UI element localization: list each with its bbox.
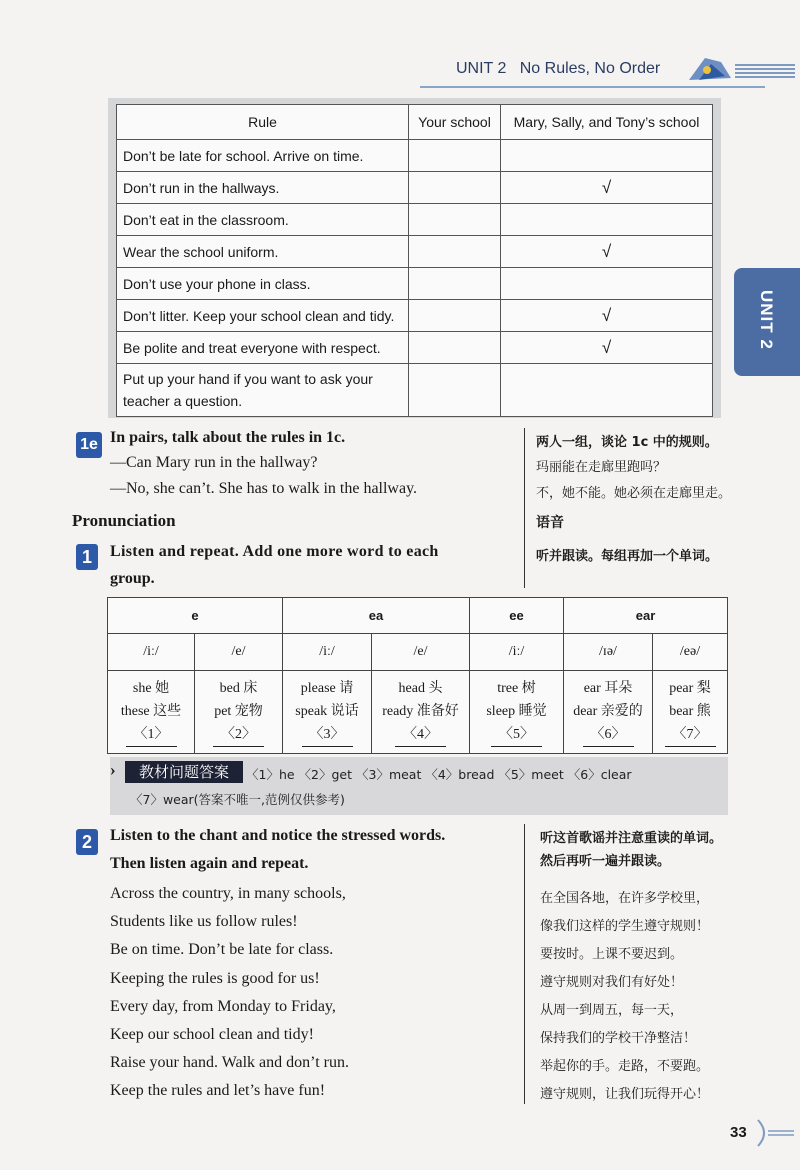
answer-blank[interactable]: 〈3〉 (302, 723, 353, 747)
chant-cn-line: 保持我们的学校干净整洁！ (540, 1031, 697, 1046)
group-e: e (108, 598, 283, 634)
unit-title: No Rules, No Order (519, 60, 661, 77)
column-divider (524, 428, 525, 588)
your-school-cell[interactable] (409, 268, 501, 300)
col-header-their-school: Mary, Sally, and Tony’s school (501, 105, 713, 140)
ex1e-cn-instruction: 两人一组，谈论 1c 中的规则。 (536, 435, 718, 450)
words-cell (564, 671, 653, 754)
exercise-2-badge: 2 (76, 829, 98, 855)
word-2: dear 亲爱的 (573, 704, 643, 719)
words-cell (283, 671, 372, 754)
word-1: she 她 (132, 681, 170, 696)
answer-blank[interactable]: 〈6〉 (583, 723, 634, 747)
your-school-cell[interactable] (409, 332, 501, 364)
chant-cn-line: 举起你的手。走路，不要跑。 (540, 1059, 710, 1074)
your-school-cell[interactable] (409, 364, 501, 417)
word-1: head 头 (398, 681, 443, 696)
ex1e-dialog-line-2: —No, she can’t. She has to walk in the hallway. (110, 480, 418, 497)
chant-cn-line: 像我们这样的学生遵守规则！ (540, 919, 710, 934)
rule-cell: Don’t be late for school. Arrive on time. (117, 140, 409, 172)
table-row (117, 204, 713, 236)
sound-cell: /e/ (195, 634, 283, 671)
chevron-right-icon: › (110, 760, 116, 779)
chant-line: Every day, from Monday to Friday, (110, 998, 336, 1015)
chant-line: Across the country, in many schools, (110, 885, 346, 902)
word-1: please 请 (300, 681, 354, 696)
unit-header (456, 60, 660, 78)
rule-cell: Don’t run in the hallways. (117, 172, 409, 204)
ex1-cn-instruction: 听并跟读。每组再加一个单词。 (536, 549, 719, 564)
table-row (117, 364, 713, 417)
ex2-instruction-2: Then listen again and repeat. (110, 855, 309, 872)
unit-label: UNIT 2 (456, 60, 507, 77)
column-divider (524, 824, 525, 1104)
ex1e-dialog-line-1: —Can Mary run in the hallway? (110, 454, 318, 471)
words-cell (195, 671, 283, 754)
answer-blank[interactable]: 〈2〉 (213, 723, 264, 747)
chant-cn-line: 从周一到周五，每一天， (540, 1003, 684, 1018)
unit-side-tab[interactable] (734, 268, 800, 376)
phonics-sound-row (108, 634, 728, 671)
table-row (117, 332, 713, 364)
table-row (117, 268, 713, 300)
answers-line-1: 〈1〉he 〈2〉get 〈3〉meat 〈4〉bread 〈5〉meet 〈6〉clear (246, 767, 632, 782)
word-2: pet 宠物 (214, 704, 263, 719)
your-school-cell[interactable] (409, 300, 501, 332)
their-school-cell (501, 204, 713, 236)
phonics-group-row (108, 598, 728, 634)
phonics-table (107, 597, 728, 754)
word-1: bed 床 (219, 681, 258, 696)
ex2-cn-instruction-2: 然后再听一遍并跟读。 (540, 854, 671, 869)
chant-line: Keep the rules and let’s have fun! (110, 1082, 326, 1099)
sound-cell: /iː/ (470, 634, 564, 671)
ex1e-instruction: In pairs, talk about the rules in 1c. (110, 429, 346, 446)
header-stripes (735, 64, 795, 78)
word-2: ready 准备好 (382, 704, 459, 719)
chant-line: Keeping the rules is good for us! (110, 970, 320, 987)
rule-cell: Put up your hand if you want to ask your teacher a question. (117, 364, 409, 417)
word-2: sleep 睡觉 (486, 704, 547, 719)
rule-cell: Don’t litter. Keep your school clean and tidy. (117, 300, 409, 332)
ex1e-cn-line-2: 不，她不能。她必须在走廊里走。 (536, 486, 732, 501)
chant-line: Raise your hand. Walk and don’t run. (110, 1054, 349, 1071)
answer-blank[interactable]: 〈4〉 (395, 723, 446, 747)
page-arrow-icon (756, 1118, 796, 1148)
pronunciation-cn-heading: 语音 (536, 515, 564, 531)
table-row (117, 236, 713, 268)
your-school-cell[interactable] (409, 172, 501, 204)
sound-cell: /iː/ (108, 634, 195, 671)
chant-cn-line: 遵守规则对我们有好处！ (540, 975, 684, 990)
chant-cn-line: 要按时。上课不要迟到。 (540, 947, 684, 962)
ex2-instruction-1: Listen to the chant and notice the stressed words. (110, 827, 446, 844)
your-school-cell[interactable] (409, 236, 501, 268)
rule-cell: Don’t eat in the classroom. (117, 204, 409, 236)
sound-cell: /ɪə/ (564, 634, 653, 671)
answers-label: 教材问题答案 (125, 761, 243, 783)
pronunciation-heading: Pronunciation (72, 511, 176, 530)
their-school-cell (501, 268, 713, 300)
answers-line-2: 〈7〉wear(答案不唯一,范例仅供参考) (130, 792, 345, 807)
phonics-words-row (108, 671, 728, 754)
rule-cell: Wear the school uniform. (117, 236, 409, 268)
their-school-cell: √ (501, 332, 713, 364)
table-row (117, 140, 713, 172)
chant-line: Be on time. Don’t be late for class. (110, 941, 334, 958)
word-2: these 这些 (120, 704, 182, 719)
header-rule (420, 86, 765, 88)
rule-cell: Don’t use your phone in class. (117, 268, 409, 300)
their-school-cell: √ (501, 172, 713, 204)
chant-line: Keep our school clean and tidy! (110, 1026, 314, 1043)
group-ee: ee (470, 598, 564, 634)
ex1e-cn-line-1: 玛丽能在走廊里跑吗？ (536, 460, 667, 475)
word-1: tree 树 (497, 681, 536, 696)
sound-cell: /iː/ (283, 634, 372, 671)
word-2: speak 说话 (295, 704, 359, 719)
ex1-instruction: Listen and repeat. Add one more word to each (110, 543, 439, 560)
chant-line: Students like us follow rules! (110, 913, 298, 930)
table-row (117, 300, 713, 332)
rules-header-row (117, 105, 713, 140)
sound-cell: /e/ (372, 634, 470, 671)
word-1: pear 梨 (669, 681, 711, 696)
ex1-instruction-cont: group. (110, 570, 155, 587)
sound-cell: /eə/ (653, 634, 728, 671)
exercise-1e-badge: 1e (76, 432, 102, 458)
their-school-cell: √ (501, 300, 713, 332)
words-cell (470, 671, 564, 754)
word-2: bear 熊 (669, 704, 711, 719)
their-school-cell (501, 364, 713, 417)
chant-cn-line: 遵守规则，让我们玩得开心！ (540, 1087, 710, 1102)
rules-table (116, 104, 713, 417)
ex2-cn-instruction-1: 听这首歌谣并注意重读的单词。 (540, 831, 723, 846)
words-cell (372, 671, 470, 754)
exercise-1-badge: 1 (76, 544, 98, 570)
chant-cn-line: 在全国各地，在许多学校里， (540, 891, 710, 906)
their-school-cell: √ (501, 236, 713, 268)
col-header-your-school: Your school (409, 105, 501, 140)
word-1: ear 耳朵 (583, 681, 633, 696)
answer-blank[interactable]: 〈7〉 (665, 723, 716, 747)
side-tab-label: UNIT 2 (757, 290, 776, 350)
group-ear: ear (564, 598, 728, 634)
page-number: 33 (730, 1124, 747, 1141)
your-school-cell[interactable] (409, 140, 501, 172)
your-school-cell[interactable] (409, 204, 501, 236)
their-school-cell (501, 140, 713, 172)
words-cell (108, 671, 195, 754)
rule-cell: Be polite and treat everyone with respect. (117, 332, 409, 364)
answer-blank[interactable]: 〈1〉 (126, 723, 177, 747)
words-cell (653, 671, 728, 754)
group-ea: ea (283, 598, 470, 634)
answer-blank[interactable]: 〈5〉 (491, 723, 542, 747)
col-header-rule: Rule (117, 105, 409, 140)
table-row (117, 172, 713, 204)
unit-logo-icon (685, 50, 735, 86)
